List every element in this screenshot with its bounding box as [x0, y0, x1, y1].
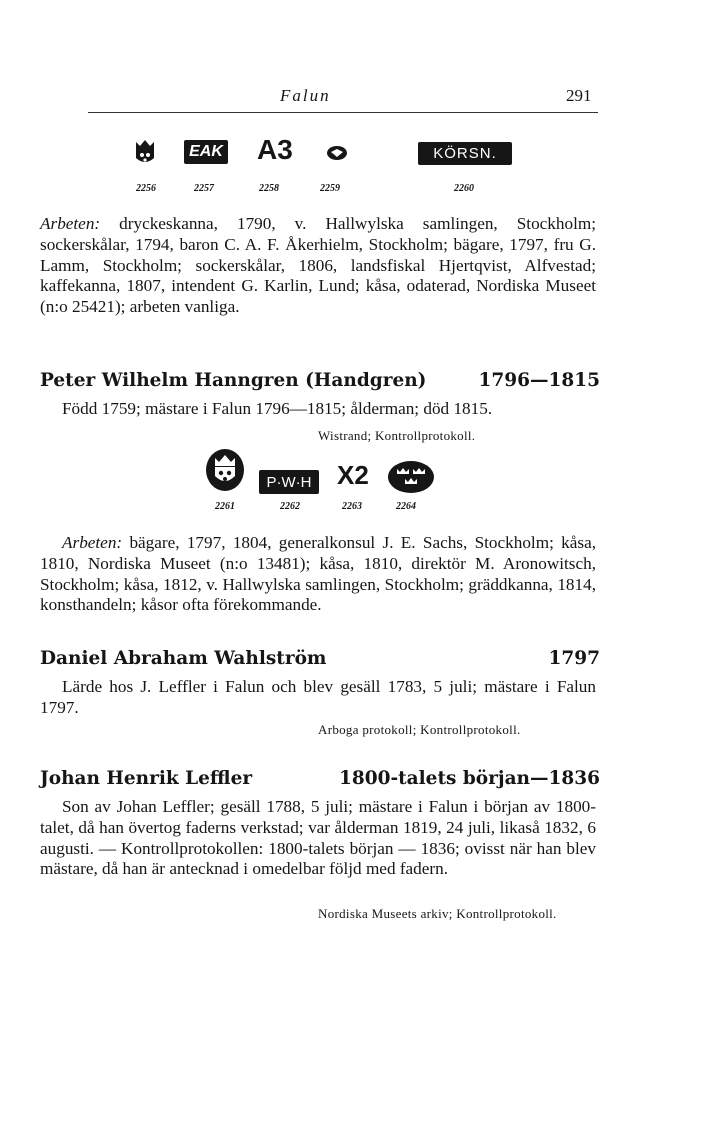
works-label: Arbeten:	[62, 533, 123, 552]
mark-number: 2257	[194, 183, 214, 194]
works-label: Arbeten:	[40, 214, 101, 233]
header-rule	[88, 112, 598, 113]
source-reference: Nordiska Museets arkiv; Kontrollprotokoll.	[318, 906, 557, 921]
mark-number: 2256	[136, 183, 156, 194]
works-text: dryckeskanna, 1790, v. Hallwylska samlingen, Stockholm; sockerskålar, 1794, baron C. A. F. Åkerhielm, Stockholm; bägare, 1797, fru G. Lamm, Stockholm; sockerskålar, 1806, landsfiskal Hjertqvist, Alfvestad; kaffekanna, 1807, intendent G. Karlin, Lund; kåsa, odaterad, Nordiska Museet (n:o 25421); arbeten vanliga.	[40, 214, 596, 317]
a3-mark-2258: A3	[257, 134, 293, 165]
biography: Lärde hos J. Leffler i Falun och blev gesäll 1783, 5 juli; mästare i Falun 1797.	[40, 677, 596, 717]
mark-number: 2262	[280, 501, 300, 512]
mark-number: 2264	[396, 501, 416, 512]
mark-number: 2261	[215, 501, 235, 512]
master-name: Peter Wilhelm Hanngren (Handgren)	[40, 370, 427, 391]
master-years: 1797	[548, 648, 600, 669]
mark-number: 2259	[320, 183, 340, 194]
three-crowns-mark-2264	[387, 460, 435, 494]
mark-number: 2263	[342, 501, 362, 512]
master-years: 1796—1815	[478, 370, 600, 391]
master-years: 1800-talets början—1836	[338, 768, 600, 789]
source-reference: Arboga protokoll; Kontrollprotokoll.	[318, 722, 521, 737]
x2-mark-2263: X2	[337, 460, 369, 490]
biography: Son av Johan Leffler; gesäll 1788, 5 juli; mästare i Falun i början av 1800-talet, då han övertog faderns verkstad; var ålderman 1819, 24 juli, likaså 1832, 6 augusti. — Kontrollprotokollen: 1800-talets början — 1836; ovisst när han blev mästare, då han är antecknad i omedelbar följd med fadern.	[40, 797, 596, 879]
running-title: Falun	[280, 86, 331, 105]
entry-heading	[40, 648, 600, 669]
korsn-mark-2260: KÖRSN.	[418, 142, 512, 165]
biography: Född 1759; mästare i Falun 1796—1815; ålderman; död 1815.	[62, 399, 493, 418]
crowned-shield-mark-2256	[133, 138, 157, 166]
eak-mark-2257: EAK	[184, 140, 228, 164]
crowned-shield-mark-2261	[205, 448, 245, 492]
master-name: Johan Henrik Leffler	[40, 768, 253, 789]
master-name: Daniel Abraham Wahlström	[40, 648, 327, 669]
mark-number: 2258	[259, 183, 279, 194]
works-paragraph	[40, 214, 596, 318]
pwh-mark-2262: P·W·H	[259, 470, 319, 494]
works-text: bägare, 1797, 1804, generalkonsul J. E. Sachs, Stockholm; kåsa, 1810, Nordiska Museet (n:o 13481); kåsa, 1810, direktör M. Aronowitsch, Stockholm; kåsa, 1812, v. Hallwylska samlingen, Stockholm; gräddkanna, 1814, konsthandeln; kåsor ofta förekommande.	[40, 533, 596, 615]
entry-heading	[40, 370, 600, 391]
mark-number: 2260	[454, 183, 474, 194]
small-device-mark-2259	[326, 145, 348, 161]
works-paragraph	[40, 533, 596, 616]
source-reference: Wistrand; Kontrollprotokoll.	[318, 428, 476, 443]
page-number: 291	[566, 86, 592, 105]
entry-heading	[40, 768, 600, 789]
